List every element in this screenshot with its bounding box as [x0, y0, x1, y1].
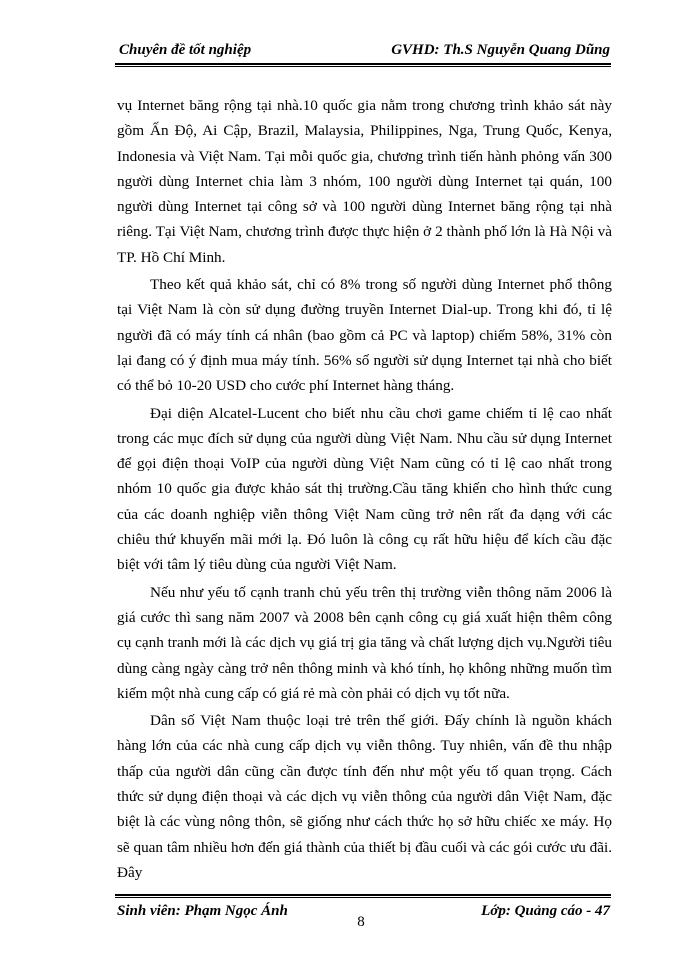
header-supervisor: GVHD: Th.S Nguyễn Quang Dũng [391, 42, 610, 58]
footer-divider [115, 894, 611, 898]
header-thesis-title: Chuyên đề tốt nghiệp [119, 42, 252, 58]
page-number: 8 [357, 914, 365, 930]
footer-class: Lớp: Quảng cáo - 47 [481, 903, 610, 919]
paragraph: Đại diện Alcatel-Lucent cho biết nhu cầu chơi game chiếm tỉ lệ cao nhất trong các mục đích sử dụng của người dùng Việt Nam. Nhu cầu sử dụng Internet để gọi điện thoại VoIP của người dùng Việt Nam cũng có tỉ lệ cao nhất trong nhóm 10 quốc gia được khảo sát thị trường.Cầu tăng khiến cho hình thức cung của các doanh nghiệp viễn thông Việt Nam cũng trở nên rất đa dạng với các chiêu thứ khuyến mãi mới lạ. Đó luôn là công cụ rất hữu hiệu để kích cầu đặc biệt với tâm lý tiêu dùng của người Việt Nam. [117, 404, 612, 574]
document-body [117, 93, 612, 887]
paragraph: Dân số Việt Nam thuộc loại trẻ trên thế giới. Đấy chính là nguồn khách hàng lớn của các nhà cung cấp dịch vụ viễn thông. Tuy nhiên, vấn đề thu nhập thấp của người dân cũng cần được tính đến như một yếu tố quan trọng. Cách thức sử dụng điện thoại và các dịch vụ viễn thông của người dân Việt Nam, đặc biệt là các vùng nông thôn, sẽ giống như cách thức họ sở hữu chiếc xe máy. Họ sẽ quan tâm nhiều hơn đến giá thành của thiết bị đầu cuối và các gói cước ưu đãi. Đây [117, 712, 612, 881]
paragraph: Nếu như yếu tố cạnh tranh chủ yếu trên thị trường viễn thông năm 2006 là giá cước thì sang năm 2007 và 2008 bên cạnh công cụ giá xuất hiện thêm công cụ cạnh tranh mới là các dịch vụ giá trị gia tăng và chất lượng dịch vụ.Người tiêu dùng càng ngày càng trở nên thông minh và khó tính, họ không những muốn tìm kiếm một nhà cung cấp có giá rẻ mà còn phải có dịch vụ tốt nữa. [117, 583, 612, 702]
footer-student: Sinh viên: Phạm Ngọc Ánh [117, 903, 288, 919]
header-divider [115, 63, 611, 67]
page-header [115, 38, 610, 62]
paragraph-continued: vụ Internet băng rộng tại nhà.10 quốc gia nằm trong chương trình khảo sát này gồm Ấn Độ, Ai Cập, Brazil, Malaysia, Philippines, Nga, Trung Quốc, Kenya, Indonesia và Việt Nam. Tại mỗi quốc gia, chương trình tiến hành phỏng vấn 300 người dùng Internet chia làm 3 nhóm, 100 người dùng Internet tại quán, 100 người dùng Internet tại công sở và 100 người dùng Internet băng rộng tại nhà riêng. Tại Việt Nam, chương trình được thực hiện ở 2 thành phố lớn là Hà Nội và TP. Hồ Chí Minh. [117, 97, 612, 266]
paragraph: Theo kết quả khảo sát, chỉ có 8% trong số người dùng Internet phổ thông tại Việt Nam là còn sử dụng đường truyền Internet Dial-up. Trong khi đó, tỉ lệ người đã có máy tính cá nhân (bao gồm cả PC và laptop) chiếm 58%, 31% còn lại đang có ý định mua máy tính. 56% số người sử dụng Internet tại nhà cho biết có thể bỏ 10-20 USD cho cước phí Internet hàng tháng. [117, 276, 612, 395]
